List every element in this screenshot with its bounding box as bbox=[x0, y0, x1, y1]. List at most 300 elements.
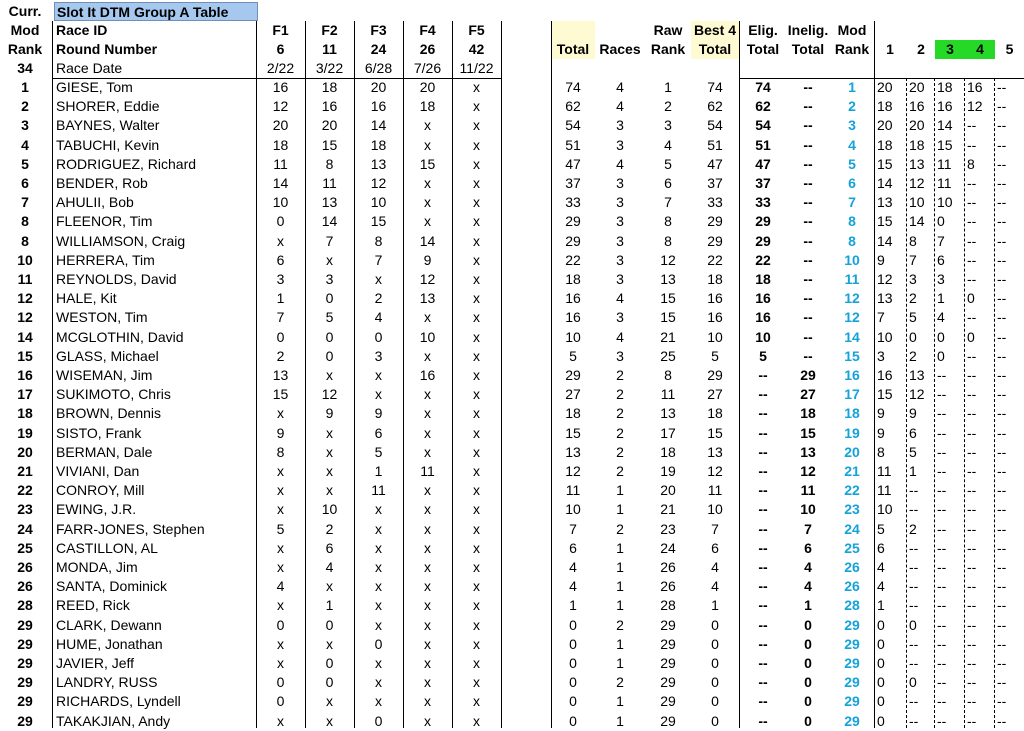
race-id-label: Race ID bbox=[56, 22, 108, 38]
row-best4-total: 10 bbox=[707, 329, 723, 345]
row-driver-name: LANDRY, RUSS bbox=[56, 674, 158, 690]
grid-vline-dashed bbox=[934, 78, 935, 728]
row-mod-rank: 29 bbox=[844, 617, 860, 633]
row-rank: 12 bbox=[17, 290, 33, 306]
row-inelig-total: 0 bbox=[804, 655, 812, 671]
row-race-result: x bbox=[424, 501, 431, 517]
row-race-result: 14 bbox=[370, 117, 387, 133]
row-best-result: -- bbox=[909, 693, 919, 709]
row-best-result: -- bbox=[997, 597, 1007, 613]
row-best-result: 0 bbox=[909, 617, 917, 633]
row-race-result: 5 bbox=[276, 521, 285, 537]
row-race-result: x bbox=[424, 425, 431, 441]
row-race-result: 4 bbox=[325, 559, 334, 575]
row-races: 2 bbox=[616, 386, 624, 402]
row-race-result: 18 bbox=[419, 98, 436, 114]
row-race-result: x bbox=[277, 482, 284, 498]
row-race-result: 20 bbox=[419, 79, 436, 95]
row-elig-total: -- bbox=[758, 540, 768, 556]
row-elig-total: 74 bbox=[755, 79, 771, 95]
row-best-result: 20 bbox=[909, 117, 925, 133]
row-total: 0 bbox=[569, 713, 577, 729]
row-race-result: x bbox=[277, 559, 284, 575]
row-races: 3 bbox=[616, 348, 624, 364]
row-total: 29 bbox=[565, 233, 581, 249]
row-race-result: x bbox=[424, 674, 431, 690]
row-elig-total: -- bbox=[758, 655, 768, 671]
row-raw-rank: 13 bbox=[660, 405, 676, 421]
row-mod-rank: 11 bbox=[844, 271, 860, 287]
row-best-result: -- bbox=[997, 79, 1007, 95]
row-rank: 24 bbox=[17, 521, 33, 537]
grid-vline bbox=[305, 21, 306, 728]
race-date-f4: 7/26 bbox=[413, 60, 442, 76]
row-raw-rank: 8 bbox=[664, 367, 672, 383]
inelig-header: Inelig. bbox=[787, 22, 829, 38]
row-best-result: -- bbox=[997, 444, 1007, 460]
row-races: 3 bbox=[616, 309, 624, 325]
row-races: 4 bbox=[616, 79, 624, 95]
row-best-result: -- bbox=[997, 156, 1007, 172]
row-mod-rank: 20 bbox=[844, 444, 860, 460]
row-raw-rank: 15 bbox=[660, 290, 676, 306]
row-best-result: 8 bbox=[877, 444, 885, 460]
row-best-result: 4 bbox=[877, 578, 885, 594]
row-best-result: -- bbox=[997, 137, 1007, 153]
row-inelig-total: 6 bbox=[804, 540, 812, 556]
row-elig-total: -- bbox=[758, 521, 768, 537]
race-round-f5: 42 bbox=[468, 41, 485, 57]
row-rank: 25 bbox=[17, 540, 33, 556]
row-race-result: x bbox=[375, 271, 382, 287]
row-best-result: -- bbox=[967, 521, 977, 537]
row-best4-total: 0 bbox=[711, 617, 719, 633]
row-raw-rank: 4 bbox=[664, 137, 672, 153]
row-race-result: x bbox=[473, 367, 480, 383]
row-best-result: 12 bbox=[967, 98, 983, 114]
row-best-result: -- bbox=[937, 559, 947, 575]
row-race-result: x bbox=[424, 213, 431, 229]
row-best-result: 0 bbox=[877, 693, 885, 709]
row-best4-total: 4 bbox=[711, 578, 719, 594]
row-best-result: -- bbox=[967, 117, 977, 133]
race-date-f2: 3/22 bbox=[315, 60, 344, 76]
row-best-result: -- bbox=[967, 175, 977, 191]
row-rank: 15 bbox=[17, 348, 33, 364]
row-rank: 14 bbox=[17, 329, 33, 345]
row-raw-rank: 26 bbox=[660, 559, 676, 575]
row-best-result: -- bbox=[909, 559, 919, 575]
row-race-result: 14 bbox=[272, 175, 289, 191]
row-best4-total: 27 bbox=[707, 386, 723, 402]
row-elig-total: -- bbox=[758, 386, 768, 402]
row-best-result: 11 bbox=[937, 175, 952, 191]
row-best4-total: 10 bbox=[707, 501, 723, 517]
row-race-result: 9 bbox=[374, 405, 383, 421]
row-best4-total: 51 bbox=[707, 137, 723, 153]
row-driver-name: HUME, Jonathan bbox=[56, 636, 163, 652]
row-driver-name: TAKAKJIAN, Andy bbox=[56, 713, 171, 729]
row-best-result: -- bbox=[967, 233, 977, 249]
row-best-result: 2 bbox=[909, 348, 917, 364]
row-driver-name: REYNOLDS, David bbox=[56, 271, 177, 287]
row-best4-total: 5 bbox=[711, 348, 719, 364]
row-best-result: 3 bbox=[877, 348, 885, 364]
row-inelig-total: -- bbox=[803, 309, 813, 325]
row-race-result: x bbox=[473, 559, 480, 575]
row-race-result: x bbox=[473, 252, 480, 268]
row-total: 62 bbox=[565, 98, 581, 114]
row-best-result: -- bbox=[967, 309, 977, 325]
row-best4-total: 0 bbox=[711, 674, 719, 690]
row-driver-name: RODRIGUEZ, Richard bbox=[56, 156, 197, 172]
row-race-result: 18 bbox=[321, 79, 338, 95]
row-best-result: -- bbox=[937, 636, 947, 652]
row-best-result: 9 bbox=[909, 405, 917, 421]
row-race-result: x bbox=[424, 521, 431, 537]
row-race-result: 13 bbox=[419, 290, 436, 306]
row-mod-rank: 22 bbox=[844, 482, 860, 498]
row-best-result: -- bbox=[997, 425, 1007, 441]
row-mod-rank: 17 bbox=[844, 386, 860, 402]
row-race-result: 4 bbox=[276, 578, 285, 594]
row-best-result: -- bbox=[997, 271, 1007, 287]
row-mod-rank: 7 bbox=[848, 194, 856, 210]
row-races: 1 bbox=[616, 559, 624, 575]
row-rank: 16 bbox=[17, 367, 33, 383]
row-rank: 20 bbox=[17, 444, 33, 460]
row-races: 4 bbox=[616, 156, 624, 172]
row-best-result: -- bbox=[909, 540, 919, 556]
row-total: 15 bbox=[565, 425, 581, 441]
row-best4-total: 13 bbox=[707, 444, 723, 460]
row-best4-total: 62 bbox=[707, 98, 723, 114]
row-inelig-total: 4 bbox=[804, 559, 812, 575]
row-race-result: 13 bbox=[370, 156, 387, 172]
row-total: 22 bbox=[565, 252, 581, 268]
row-best-result: -- bbox=[967, 655, 977, 671]
row-races: 2 bbox=[616, 425, 624, 441]
row-race-result: 1 bbox=[325, 597, 334, 613]
races-header: Races bbox=[599, 41, 641, 57]
row-race-result: x bbox=[473, 482, 480, 498]
mod-label: Mod bbox=[10, 22, 40, 38]
row-race-result: x bbox=[473, 425, 480, 441]
row-race-result: 15 bbox=[419, 156, 436, 172]
row-best-result: 11 bbox=[937, 156, 952, 172]
row-rank: 22 bbox=[17, 482, 33, 498]
row-inelig-total: 4 bbox=[804, 578, 812, 594]
row-best-result: -- bbox=[967, 194, 977, 210]
row-best-result: -- bbox=[937, 674, 947, 690]
row-raw-rank: 2 bbox=[664, 98, 672, 114]
row-elig-total: 18 bbox=[755, 271, 771, 287]
row-raw-rank: 13 bbox=[660, 271, 676, 287]
row-race-result: x bbox=[277, 655, 284, 671]
row-race-result: x bbox=[473, 348, 480, 364]
row-mod-rank: 14 bbox=[844, 329, 860, 345]
row-best4-total: 16 bbox=[707, 309, 723, 325]
row-rank: 10 bbox=[17, 252, 33, 268]
row-total: 74 bbox=[565, 79, 581, 95]
best4-total-header: Total bbox=[691, 40, 739, 59]
row-best-result: -- bbox=[997, 386, 1007, 402]
race-date-f1: 2/22 bbox=[266, 60, 295, 76]
row-best-result: 4 bbox=[937, 309, 945, 325]
row-race-result: 16 bbox=[272, 79, 289, 95]
row-best-result: 3 bbox=[909, 271, 917, 287]
row-race-result: x bbox=[375, 617, 382, 633]
row-best-result: -- bbox=[937, 713, 947, 729]
row-elig-total: -- bbox=[758, 597, 768, 613]
row-race-result: x bbox=[375, 521, 382, 537]
row-race-result: 2 bbox=[325, 521, 334, 537]
row-driver-name: VIVIANI, Dan bbox=[56, 463, 140, 479]
row-best-result: -- bbox=[937, 521, 947, 537]
row-races: 2 bbox=[616, 521, 624, 537]
row-race-result: x bbox=[473, 117, 480, 133]
row-driver-name: MCGLOTHIN, David bbox=[56, 329, 184, 345]
row-best-result: -- bbox=[909, 482, 919, 498]
row-inelig-total: 1 bbox=[804, 597, 812, 613]
row-raw-rank: 17 bbox=[660, 425, 676, 441]
row-raw-rank: 26 bbox=[660, 578, 676, 594]
row-races: 4 bbox=[616, 329, 624, 345]
row-mod-rank: 26 bbox=[844, 559, 860, 575]
row-best-result: 9 bbox=[877, 405, 885, 421]
race-round-f3: 24 bbox=[370, 41, 387, 57]
row-elig-total: 51 bbox=[755, 137, 771, 153]
row-raw-rank: 1 bbox=[664, 79, 672, 95]
row-rank: 28 bbox=[17, 597, 33, 613]
row-race-result: x bbox=[473, 540, 480, 556]
row-raw-rank: 29 bbox=[660, 655, 676, 671]
row-best-result: -- bbox=[997, 309, 1007, 325]
row-best4-total: 15 bbox=[707, 425, 723, 441]
row-best-result: 1 bbox=[909, 463, 917, 479]
row-driver-name: AHULII, Bob bbox=[56, 194, 134, 210]
row-races: 3 bbox=[616, 252, 624, 268]
row-race-result: 15 bbox=[321, 137, 338, 153]
row-race-result: 14 bbox=[419, 233, 436, 249]
row-total: 33 bbox=[565, 194, 581, 210]
row-race-result: x bbox=[473, 290, 480, 306]
row-best-result: -- bbox=[997, 713, 1007, 729]
row-race-result: x bbox=[375, 693, 382, 709]
grid-vline bbox=[256, 21, 257, 728]
row-best-result: -- bbox=[967, 617, 977, 633]
row-race-result: 0 bbox=[325, 329, 334, 345]
row-total: 51 bbox=[565, 137, 581, 153]
row-race-result: x bbox=[277, 463, 284, 479]
row-race-result: 2 bbox=[374, 290, 383, 306]
row-best-result: 11 bbox=[877, 463, 892, 479]
row-best4-total: 18 bbox=[707, 271, 723, 287]
row-race-result: x bbox=[473, 79, 480, 95]
row-elig-total: -- bbox=[758, 617, 768, 633]
row-best-result: -- bbox=[909, 578, 919, 594]
row-races: 1 bbox=[616, 655, 624, 671]
row-total: 27 bbox=[565, 386, 581, 402]
row-races: 3 bbox=[616, 117, 624, 133]
row-best-result: 18 bbox=[877, 98, 893, 114]
race-round-f4: 26 bbox=[419, 41, 436, 57]
row-mod-rank: 4 bbox=[848, 137, 856, 153]
row-raw-rank: 28 bbox=[660, 597, 676, 613]
row-race-result: 6 bbox=[374, 425, 383, 441]
row-total: 7 bbox=[569, 521, 577, 537]
row-best-result: 15 bbox=[877, 213, 893, 229]
row-best-result: 14 bbox=[909, 213, 925, 229]
row-race-result: 3 bbox=[325, 271, 334, 287]
row-best-result: 4 bbox=[877, 559, 885, 575]
row-total: 54 bbox=[565, 117, 581, 133]
row-rank: 29 bbox=[17, 693, 33, 709]
row-raw-rank: 19 bbox=[660, 463, 676, 479]
row-races: 1 bbox=[616, 597, 624, 613]
row-best4-total: 7 bbox=[711, 521, 719, 537]
row-race-result: x bbox=[424, 309, 431, 325]
row-race-result: x bbox=[326, 636, 333, 652]
row-best-result: 1 bbox=[877, 597, 885, 613]
grid-vline bbox=[452, 21, 453, 728]
row-race-result: x bbox=[326, 444, 333, 460]
row-race-result: 20 bbox=[321, 117, 338, 133]
row-driver-name: BERMAN, Dale bbox=[56, 444, 153, 460]
row-mod-rank: 1 bbox=[848, 79, 856, 95]
row-raw-rank: 29 bbox=[660, 636, 676, 652]
row-driver-name: CONROY, Mill bbox=[56, 482, 145, 498]
row-rank: 5 bbox=[21, 156, 29, 172]
row-mod-rank: 24 bbox=[844, 521, 860, 537]
row-race-result: x bbox=[424, 386, 431, 402]
grid-hline bbox=[52, 78, 502, 79]
row-inelig-total: 7 bbox=[804, 521, 812, 537]
row-race-result: 20 bbox=[370, 79, 387, 95]
row-race-result: x bbox=[326, 482, 333, 498]
row-inelig-total: 15 bbox=[800, 425, 816, 441]
row-race-result: x bbox=[375, 578, 382, 594]
row-raw-rank: 29 bbox=[660, 713, 676, 729]
row-race-result: x bbox=[375, 501, 382, 517]
row-inelig-total: -- bbox=[803, 252, 813, 268]
row-race-result: x bbox=[424, 348, 431, 364]
row-total: 18 bbox=[565, 271, 581, 287]
raw-header: Raw bbox=[653, 22, 683, 38]
row-total: 6 bbox=[569, 540, 577, 556]
row-race-result: 5 bbox=[374, 444, 383, 460]
row-races: 1 bbox=[616, 693, 624, 709]
row-race-result: 0 bbox=[325, 655, 334, 671]
row-race-result: x bbox=[473, 175, 480, 191]
row-best-result: -- bbox=[967, 597, 977, 613]
row-best-result: 7 bbox=[937, 233, 945, 249]
row-races: 3 bbox=[616, 271, 624, 287]
row-best4-total: 0 bbox=[711, 655, 719, 671]
row-best-result: -- bbox=[967, 348, 977, 364]
row-best-result: -- bbox=[997, 501, 1007, 517]
row-race-result: 0 bbox=[325, 348, 334, 364]
race-round-f1: 6 bbox=[276, 41, 285, 57]
row-race-result: x bbox=[326, 463, 333, 479]
row-driver-name: BENDER, Rob bbox=[56, 175, 148, 191]
row-elig-total: -- bbox=[758, 578, 768, 594]
row-best-result: 16 bbox=[967, 79, 983, 95]
row-rank: 29 bbox=[17, 655, 33, 671]
row-races: 4 bbox=[616, 98, 624, 114]
row-rank: 3 bbox=[21, 117, 29, 133]
row-best-result: 10 bbox=[877, 329, 893, 345]
row-elig-total: 62 bbox=[755, 98, 771, 114]
row-driver-name: HERRERA, Tim bbox=[56, 252, 155, 268]
row-race-result: x bbox=[424, 578, 431, 594]
rank-count: 34 bbox=[17, 60, 33, 76]
row-best-result: 15 bbox=[877, 156, 893, 172]
row-mod-rank: 29 bbox=[844, 674, 860, 690]
row-mod-rank: 29 bbox=[844, 636, 860, 652]
row-race-result: x bbox=[375, 597, 382, 613]
row-best-result: -- bbox=[967, 252, 977, 268]
row-elig-total: 16 bbox=[755, 309, 771, 325]
row-elig-total: 16 bbox=[755, 290, 771, 306]
row-mod-rank: 25 bbox=[844, 540, 860, 556]
row-best-result: -- bbox=[997, 617, 1007, 633]
row-best-result: 9 bbox=[877, 425, 885, 441]
row-best-result: 5 bbox=[909, 309, 917, 325]
row-best-result: 15 bbox=[937, 137, 953, 153]
row-best-result: -- bbox=[997, 367, 1007, 383]
row-best-result: 3 bbox=[937, 271, 945, 287]
row-best-result: 13 bbox=[909, 367, 925, 383]
row-raw-rank: 23 bbox=[660, 521, 676, 537]
row-elig-total: 29 bbox=[755, 233, 771, 249]
row-best-result: -- bbox=[937, 444, 947, 460]
row-race-result: x bbox=[424, 117, 431, 133]
row-best-result: 12 bbox=[909, 386, 925, 402]
row-raw-rank: 8 bbox=[664, 233, 672, 249]
row-best-result: -- bbox=[937, 693, 947, 709]
row-inelig-total: -- bbox=[803, 329, 813, 345]
row-race-result: x bbox=[424, 482, 431, 498]
race-id-f2: F2 bbox=[321, 22, 338, 38]
row-best-result: -- bbox=[937, 617, 947, 633]
row-mod-rank: 28 bbox=[844, 597, 860, 613]
row-driver-name: WISEMAN, Jim bbox=[56, 367, 153, 383]
row-elig-total: 5 bbox=[759, 348, 767, 364]
row-raw-rank: 15 bbox=[660, 309, 676, 325]
row-races: 3 bbox=[616, 233, 624, 249]
total-header: Total bbox=[551, 40, 595, 59]
row-raw-rank: 5 bbox=[664, 156, 672, 172]
row-race-result: 10 bbox=[419, 329, 436, 345]
row-best-result: 12 bbox=[877, 271, 893, 287]
row-race-result: 11 bbox=[322, 175, 337, 191]
row-driver-name: BROWN, Dennis bbox=[56, 405, 162, 421]
row-best-result: 18 bbox=[909, 137, 925, 153]
row-races: 1 bbox=[616, 501, 624, 517]
row-best-result: -- bbox=[997, 578, 1007, 594]
row-best-result: -- bbox=[997, 194, 1007, 210]
row-mod-rank: 26 bbox=[844, 578, 860, 594]
row-total: 16 bbox=[565, 309, 581, 325]
row-best-result: 15 bbox=[877, 386, 893, 402]
row-best-result: -- bbox=[997, 540, 1007, 556]
row-mod-rank: 2 bbox=[848, 98, 856, 114]
row-inelig-total: 27 bbox=[800, 386, 816, 402]
row-raw-rank: 6 bbox=[664, 175, 672, 191]
row-elig-total: 37 bbox=[755, 175, 771, 191]
row-driver-name: WILLIAMSON, Craig bbox=[56, 233, 186, 249]
